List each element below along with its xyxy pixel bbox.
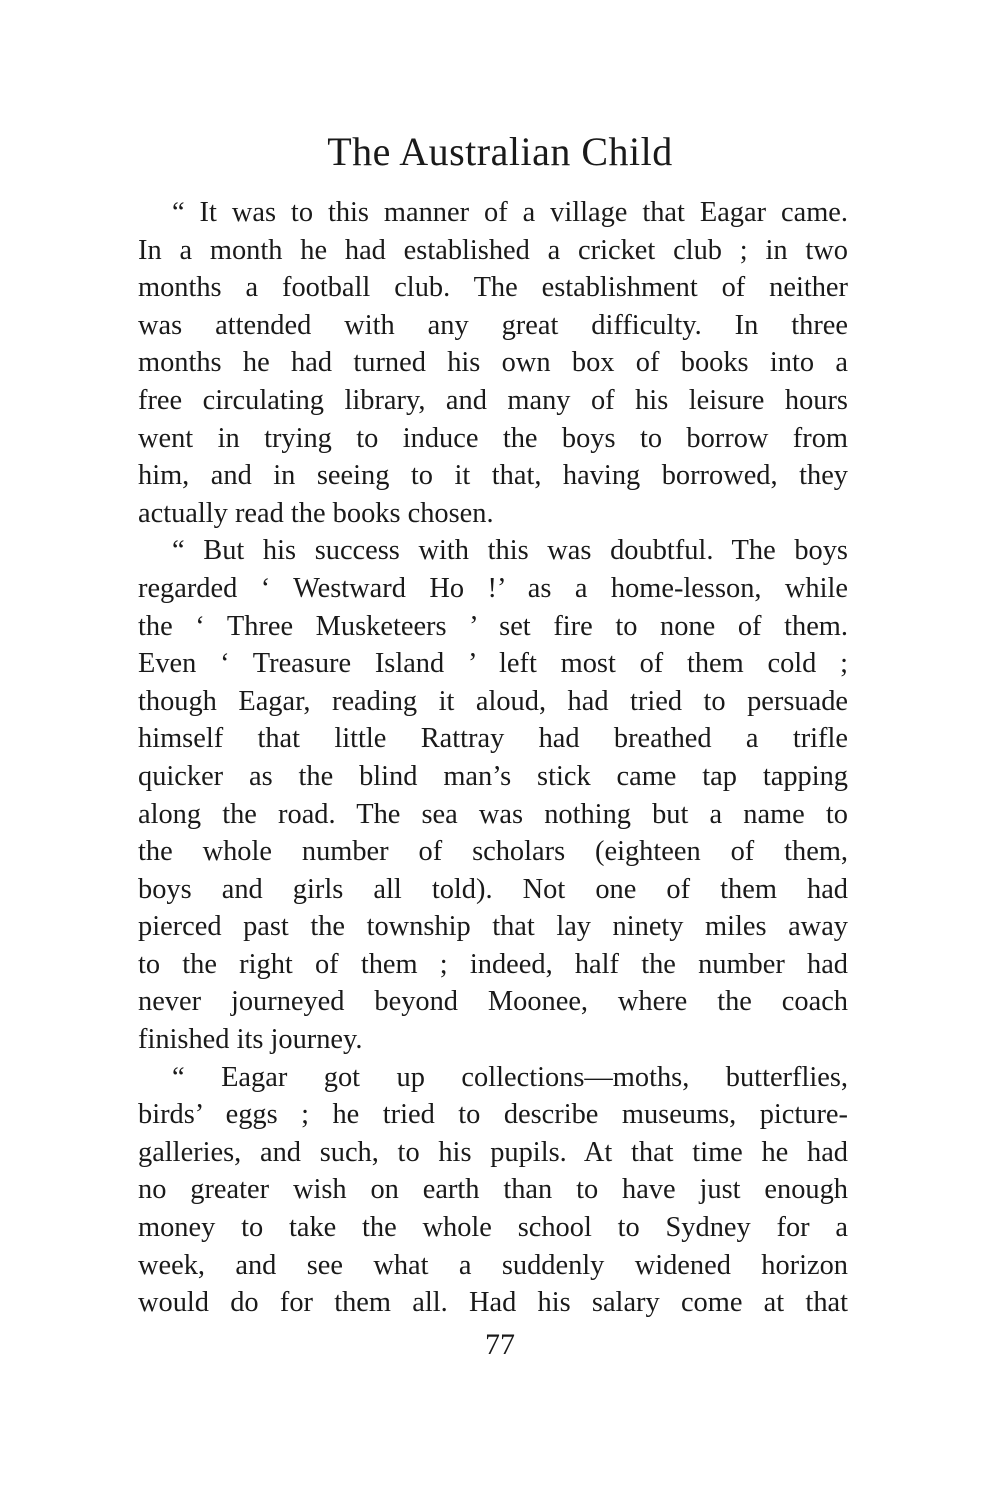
text-line: went in trying to induce the boys to borrow from — [138, 422, 848, 454]
text-line: though Eagar, reading it aloud, had tried to persuade — [138, 685, 848, 717]
text-line: birds’ eggs ; he tried to describe museums, picture- — [138, 1099, 848, 1131]
text-line: the ‘ Three Musketeers ’ set fire to none of them. — [138, 610, 848, 642]
paragraph-1 — [138, 194, 848, 532]
text-line: the whole number of scholars (eighteen of them, — [138, 836, 848, 868]
text-line: him, and in seeing to it that, having borrowed, they — [138, 460, 848, 492]
text-line: months he had turned his own box of books into a — [138, 347, 848, 379]
running-head: The Australian Child — [327, 129, 673, 174]
text-line: pierced past the township that lay ninety miles away — [138, 911, 848, 943]
paragraph-2 — [138, 532, 848, 1058]
text-line: would do for them all. Had his salary come at that — [138, 1287, 848, 1319]
body-text — [138, 194, 848, 1322]
text-line: In a month he had established a cricket club ; in two — [138, 234, 848, 266]
text-line: months a football club. The establishment of neither — [138, 272, 848, 304]
text-line: regarded ‘ Westward Ho !’ as a home-lesson, while — [138, 572, 848, 604]
text-line: money to take the whole school to Sydney for a — [138, 1212, 848, 1244]
page-number: 77 — [485, 1328, 515, 1361]
text-line: actually read the books chosen. — [138, 497, 494, 529]
text-line: no greater wish on earth than to have just enough — [138, 1174, 848, 1206]
text-line: Even ‘ Treasure Island ’ left most of them cold ; — [138, 648, 848, 680]
text-line: “ But his success with this was doubtful. The boys — [172, 535, 848, 567]
text-line: free circulating library, and many of his leisure hours — [138, 384, 848, 416]
text-line: quicker as the blind man’s stick came tap tapping — [138, 760, 848, 792]
text-line: “ It was to this manner of a village that Eagar came. — [172, 197, 848, 228]
text-line: week, and see what a suddenly widened horizon — [138, 1249, 848, 1281]
text-line: galleries, and such, to his pupils. At that time he had — [138, 1136, 848, 1168]
paragraph-3 — [138, 1059, 848, 1322]
text-line: never journeyed beyond Moonee, where the coach — [138, 986, 848, 1018]
text-line: boys and girls all told). Not one of them had — [138, 873, 848, 905]
text-line: was attended with any great difficulty. In three — [138, 309, 848, 341]
text-line: finished its journey. — [138, 1024, 363, 1056]
text-line: “ Eagar got up collections—moths, butterflies, — [172, 1061, 848, 1093]
text-line: to the right of them ; indeed, half the number had — [138, 948, 848, 980]
text-line: along the road. The sea was nothing but a name to — [138, 798, 848, 830]
text-line: himself that little Rattray had breathed a trifle — [138, 723, 848, 755]
